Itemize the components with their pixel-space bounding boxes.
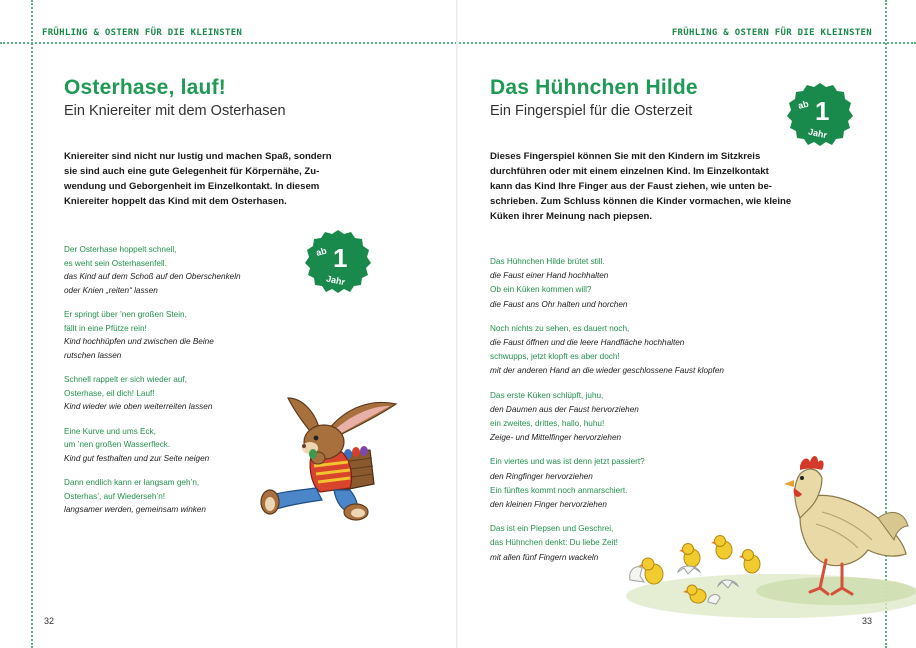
verse-line: Das ist ein Piepsen und Geschrei, — [490, 524, 614, 534]
verse-line: Ob ein Küken kommen will? — [490, 285, 592, 295]
intro-line: Dieses Fingerspiel können Sie mit den Kindern im Sitzkreis — [490, 151, 761, 162]
intro-line: Kniereiter hoppelt das Kind mit dem Osterhasen. — [64, 196, 287, 207]
instruction-line: Kind hochhüpfen und zwischen die Beine — [64, 337, 214, 346]
verse-line: Ein viertes und was ist denn jetzt passiert? — [490, 457, 645, 467]
intro-line: Küken ihrer Meinung nach piepsen. — [490, 211, 653, 222]
instruction-line: die Faust öffnen und die leere Handfläche hochhalten — [490, 338, 685, 348]
verse-block — [490, 322, 724, 379]
verse-line: Das erste Küken schlüpft, juhu, — [490, 390, 604, 400]
header-rule — [0, 42, 916, 44]
intro-line: wendung und Geborgenheit im Einzelkontakt. In diesem — [64, 181, 320, 192]
page-number: 32 — [44, 616, 55, 626]
instruction-line: Kind gut festhalten und zur Seite neigen — [64, 453, 210, 463]
badge-jahr: Jahr — [807, 126, 829, 141]
instruction-line: mit der anderen Hand an die wieder geschlossene Faust klopfen — [490, 366, 724, 376]
page-title: Das Hühnchen Hilde — [490, 76, 698, 99]
easter-bunny-illustration — [258, 392, 404, 524]
chick — [711, 536, 732, 560]
instruction-line: die Faust ans Ohr halten und horchen — [490, 299, 628, 309]
badge-number: 1 — [333, 243, 348, 273]
instruction-line: die Faust einer Hand hochhalten — [490, 271, 609, 281]
verse-line: Er springt über ’nen großen Stein, — [64, 310, 187, 319]
verse-line: Osterhas’, auf Wiederseh’n! — [64, 491, 166, 501]
chick — [679, 544, 700, 568]
instruction-line: den Ringfinger hervorziehen — [490, 471, 593, 481]
verse-line: schwupps, jetzt klopft es aber doch! — [490, 352, 620, 362]
verse-line: Das Hühnchen Hilde brütet still. — [490, 257, 605, 266]
page-subtitle: Ein Kniereiter mit dem Osterhasen — [64, 103, 286, 119]
verse-line: Der Osterhase hoppelt schnell, — [64, 245, 177, 254]
left-margin-guide — [31, 0, 33, 648]
verse-line: um ’nen großen Wasserfleck. — [64, 440, 171, 449]
intro-line: schrieben. Zum Schluss können die Kinder vormachen, wie kleine — [490, 196, 792, 207]
running-head-right: FRÜHLING & OSTERN FÜR DIE KLEINSTEN — [671, 28, 872, 38]
intro-line: kann das Kind Ihre Finger aus der Faust ziehen, wie unten be- — [490, 181, 772, 192]
intro-line: Kniereiter sind nicht nur lustig und machen Spaß, sondern — [64, 151, 332, 162]
rhyme — [64, 243, 241, 528]
verse-line: Schnell rappelt er sich wieder auf, — [64, 375, 187, 384]
intro-paragraph — [490, 149, 791, 224]
instruction-line: Kind wieder wie oben weiterreiten lassen — [64, 402, 213, 411]
age-badge — [786, 82, 854, 146]
intro-line: sie sind auch eine gute Gelegenheit für Körpernähe, Zu- — [64, 166, 320, 177]
instruction-line: langsamer werden, gemeinsam winken — [64, 505, 206, 514]
verse-line: Ein fünftes kommt noch anmarschiert. — [490, 485, 628, 495]
badge-ab: ab — [796, 98, 810, 111]
verse-block — [64, 476, 241, 517]
instruction-line: rutschen lassen — [64, 350, 122, 360]
chick — [739, 550, 760, 574]
verse-block — [490, 389, 724, 446]
instruction-line: den kleinen Finger hervorziehen — [490, 500, 607, 510]
instruction-line: Zeige- und Mittelfinger hervorziehen — [490, 433, 622, 443]
verse-line: Dann endlich kann er langsam geh’n, — [64, 478, 200, 487]
age-badge — [304, 229, 372, 293]
verse-line: ein zweites, drittes, hallo, huhu! — [490, 419, 605, 429]
verse-block — [64, 373, 241, 414]
running-head-left: FRÜHLING & OSTERN FÜR DIE KLEINSTEN — [42, 28, 243, 38]
verse-line: Osterhase, eil dich! Lauf! — [64, 388, 155, 398]
badge-ab: ab — [314, 245, 328, 258]
verse-line: es weht sein Osterhasenfell. — [64, 258, 167, 268]
verse-line: fällt in eine Pfütze rein! — [64, 323, 147, 333]
instruction-line: mit allen fünf Fingern wackeln — [490, 552, 599, 562]
center-fold — [456, 0, 458, 648]
verse-block — [64, 243, 241, 297]
badge-jahr: Jahr — [325, 273, 347, 288]
page-title: Osterhase, lauf! — [64, 76, 226, 99]
instruction-line: oder Knien „reiten“ lassen — [64, 285, 158, 295]
verse-block — [490, 255, 724, 312]
page-number: 33 — [862, 616, 873, 626]
verse-line: das Hühnchen denkt: Du liebe Zeit! — [490, 538, 618, 548]
instruction-line: den Daumen aus der Faust hervorziehen — [490, 404, 639, 414]
badge-number: 1 — [815, 96, 830, 126]
verse-line: Eine Kurve und ums Eck, — [64, 426, 156, 436]
instruction-line: das Kind auf dem Schoß auf den Oberschenkeln — [64, 272, 241, 281]
hen-and-chicks-illustration — [596, 446, 916, 622]
verse-block — [64, 425, 241, 466]
page-subtitle: Ein Fingerspiel für die Osterzeit — [490, 103, 693, 119]
verse-block — [64, 308, 241, 362]
intro-paragraph — [64, 149, 332, 209]
intro-line: durchführen oder mit einem einzelnen Kind. Im Einzelkontakt — [490, 166, 769, 177]
verse-line: Noch nichts zu sehen, es dauert noch, — [490, 323, 630, 333]
